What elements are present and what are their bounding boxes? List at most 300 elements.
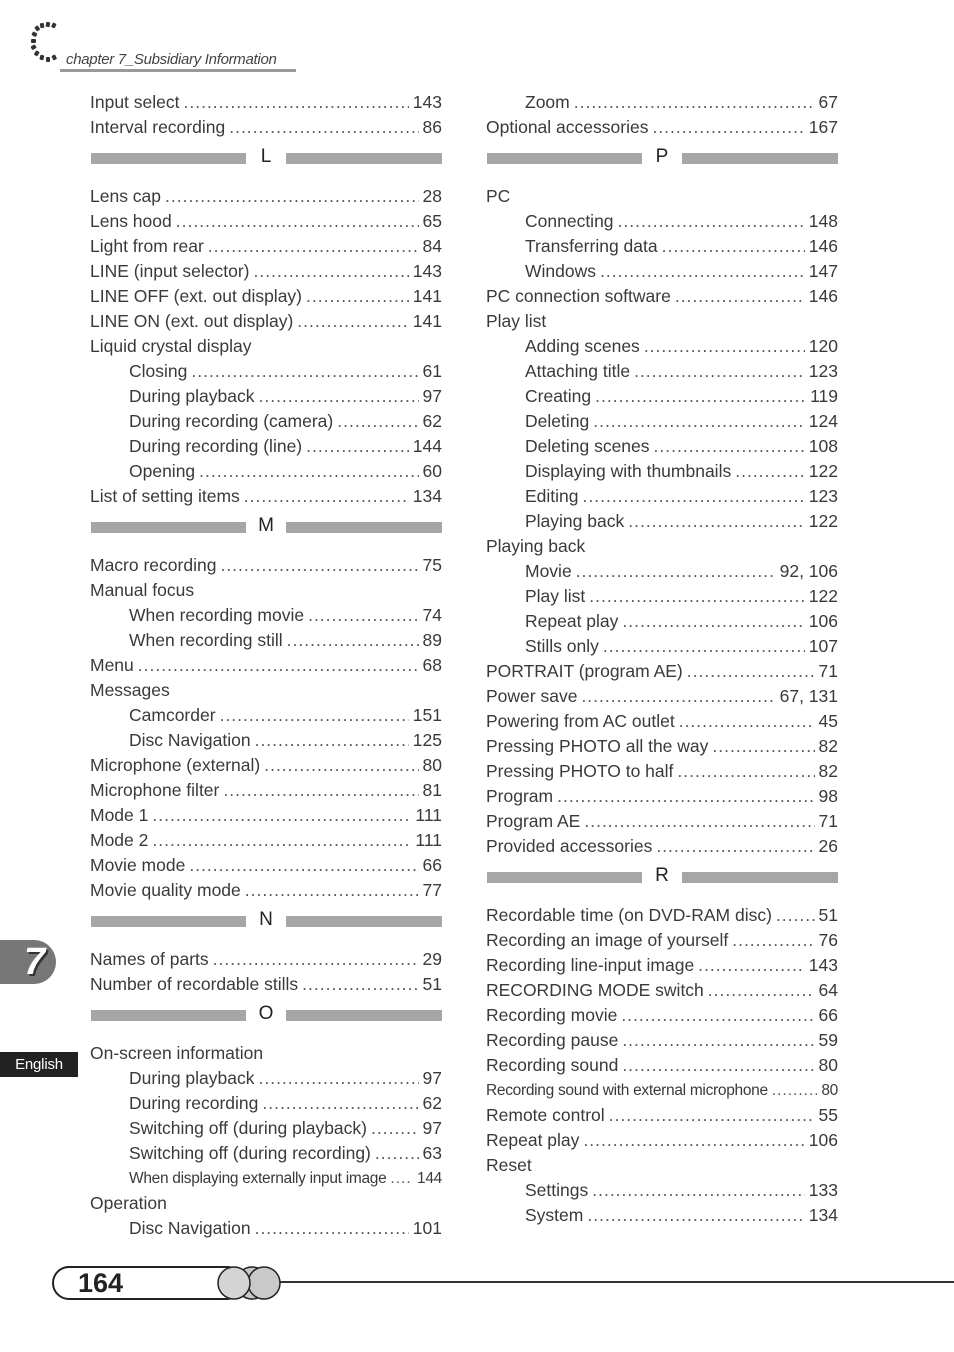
entry-page: 147 — [808, 261, 838, 281]
index-entry — [90, 553, 442, 578]
dot-leader — [634, 359, 805, 384]
index-entry — [486, 659, 838, 684]
dot-leader — [603, 634, 805, 659]
dot-leader — [262, 1091, 418, 1116]
dot-leader — [687, 659, 815, 684]
header-rule — [60, 69, 296, 72]
entry-label: Transferring data — [525, 236, 658, 256]
index-heading — [486, 309, 838, 334]
entry-page: 143 — [808, 955, 838, 975]
entry-label: Stills only — [525, 636, 599, 656]
entry-page: 122 — [808, 511, 838, 531]
index-entry — [486, 734, 838, 759]
entry-label: Mode 1 — [90, 805, 149, 825]
dot-leader — [390, 1166, 413, 1191]
section-letter: P — [655, 146, 669, 167]
entry-label: Deleting scenes — [525, 436, 650, 456]
dot-leader — [583, 1128, 804, 1153]
index-subentry — [90, 728, 442, 753]
section-divider — [90, 509, 442, 553]
index-heading — [486, 534, 838, 559]
index-subentry — [90, 628, 442, 653]
entry-label: Optional accessories — [486, 117, 649, 137]
entry-label: Recording sound with external microphone — [486, 1082, 768, 1099]
index-subentry — [486, 459, 838, 484]
index-subentry — [486, 209, 838, 234]
section-divider — [486, 140, 838, 184]
index-subentry — [90, 603, 442, 628]
index-entry — [486, 953, 838, 978]
entry-label: Interval recording — [90, 117, 226, 137]
dot-leader — [576, 559, 776, 584]
index-subentry — [90, 1091, 442, 1116]
dot-leader — [213, 947, 419, 972]
entry-page: 124 — [808, 411, 838, 431]
dot-leader — [138, 653, 419, 678]
dot-leader — [712, 734, 814, 759]
dot-leader — [621, 1003, 814, 1028]
entry-page: 81 — [422, 780, 442, 800]
index-subentry — [486, 634, 838, 659]
dot-leader — [244, 484, 409, 509]
entry-page: 26 — [818, 836, 838, 856]
index-subentry — [90, 1066, 442, 1091]
dot-leader — [223, 778, 418, 803]
dot-leader — [199, 459, 418, 484]
entry-label: LINE ON (ext. out display) — [90, 311, 294, 331]
entry-page: 141 — [412, 311, 442, 331]
entry-label: Microphone (external) — [90, 755, 261, 775]
entry-label: Movie quality mode — [90, 880, 241, 900]
entry-label: Operation — [90, 1193, 167, 1213]
dot-leader — [308, 603, 418, 628]
entry-page: 59 — [818, 1030, 838, 1050]
entry-page: 146 — [808, 286, 838, 306]
index-subentry — [90, 1141, 442, 1166]
dot-leader — [618, 209, 805, 234]
dot-leader — [698, 953, 805, 978]
entry-label: Settings — [525, 1180, 589, 1200]
index-subentry — [90, 359, 442, 384]
entry-label: Play list — [525, 586, 586, 606]
entry-label: RECORDING MODE switch — [486, 980, 704, 1000]
entry-label: Microphone filter — [90, 780, 220, 800]
entry-page: 134 — [808, 1205, 838, 1225]
dot-leader — [656, 834, 814, 859]
index-subentry — [90, 384, 442, 409]
entry-page: 76 — [818, 930, 838, 950]
index-subentry — [486, 384, 838, 409]
index-column-right — [486, 90, 838, 1228]
entry-label: Camcorder — [129, 705, 216, 725]
dot-leader — [557, 784, 814, 809]
dot-leader — [184, 90, 409, 115]
entry-label: List of setting items — [90, 486, 240, 506]
entry-label: Playing back — [486, 536, 586, 556]
entry-page: 119 — [810, 386, 838, 406]
chapter-tab — [0, 940, 56, 984]
index-subentry — [486, 359, 838, 384]
index-subentry — [90, 409, 442, 434]
entry-page: 97 — [422, 386, 442, 406]
entry-label: Recordable time (on DVD-RAM disc) — [486, 905, 772, 925]
entry-label: Disc Navigation — [129, 1218, 251, 1238]
entry-label: During recording — [129, 1093, 259, 1113]
entry-label: During recording (line) — [129, 436, 303, 456]
entry-label: Playing back — [525, 511, 625, 531]
entry-page: 97 — [422, 1118, 442, 1138]
entry-page: 144 — [417, 1170, 442, 1187]
dot-leader — [772, 1078, 818, 1103]
entry-label: Play list — [486, 311, 547, 331]
entry-page: 108 — [808, 436, 838, 456]
dot-leader — [302, 972, 418, 997]
index-entry — [486, 1053, 838, 1078]
dot-leader — [258, 384, 418, 409]
page-number: 164 — [78, 1268, 124, 1298]
index-subentry — [486, 409, 838, 434]
index-subentry — [90, 1166, 442, 1191]
index-entry — [486, 115, 838, 140]
dot-leader — [592, 1178, 805, 1203]
entry-page: 101 — [412, 1218, 442, 1238]
index-entry — [486, 1128, 838, 1153]
entry-label: Macro recording — [90, 555, 217, 575]
entry-page: 82 — [818, 761, 838, 781]
index-entry — [486, 709, 838, 734]
entry-label: Number of recordable stills — [90, 974, 299, 994]
entry-label: Recording an image of yourself — [486, 930, 729, 950]
dot-leader — [677, 759, 814, 784]
entry-label: Recording sound — [486, 1055, 619, 1075]
entry-label: Recording movie — [486, 1005, 618, 1025]
index-entry — [486, 809, 838, 834]
entry-label: Closing — [129, 361, 188, 381]
entry-label: PC — [486, 186, 511, 206]
entry-label: Reset — [486, 1155, 532, 1175]
entry-label: Recording pause — [486, 1030, 619, 1050]
entry-page: 143 — [412, 92, 442, 112]
entry-label: Repeat play — [525, 611, 619, 631]
dot-leader — [732, 928, 814, 953]
index-entry — [486, 978, 838, 1003]
footer-rule — [270, 1281, 954, 1283]
dot-leader — [654, 434, 805, 459]
entry-label: Pressing PHOTO all the way — [486, 736, 709, 756]
dot-leader — [245, 878, 419, 903]
index-entry — [486, 684, 838, 709]
dot-leader — [254, 259, 409, 284]
index-subentry — [486, 509, 838, 534]
index-entry — [486, 1003, 838, 1028]
entry-label: Switching off (during recording) — [129, 1143, 371, 1163]
dot-leader — [600, 259, 805, 284]
dot-leader — [337, 409, 418, 434]
entry-page: 45 — [818, 711, 838, 731]
entry-page: 125 — [412, 730, 442, 750]
entry-page: 71 — [818, 661, 838, 681]
section-letter: L — [260, 146, 272, 167]
entry-label: Lens hood — [90, 211, 172, 231]
entry-label: When displaying externally input image — [129, 1170, 387, 1187]
entry-label: On-screen information — [90, 1043, 264, 1063]
entry-page: 80 — [422, 755, 442, 775]
index-subentry — [486, 484, 838, 509]
language-label: English — [0, 1052, 78, 1077]
entry-label: Editing — [525, 486, 579, 506]
index-column-left — [90, 90, 442, 1241]
entry-page: 67, 131 — [779, 686, 838, 706]
index-subentry — [486, 259, 838, 284]
entry-label: Pressing PHOTO to half — [486, 761, 674, 781]
index-entry — [90, 484, 442, 509]
dot-leader — [589, 584, 805, 609]
dot-leader — [287, 628, 419, 653]
page-number-box — [52, 1266, 282, 1300]
index-subentry — [486, 90, 838, 115]
dot-leader — [255, 1216, 409, 1241]
dot-leader — [255, 728, 409, 753]
dot-leader — [735, 459, 805, 484]
dot-leader — [581, 684, 775, 709]
entry-label: Disc Navigation — [129, 730, 251, 750]
entry-page: 64 — [818, 980, 838, 1000]
entry-label: Remote control — [486, 1105, 605, 1125]
index-entry — [486, 1103, 838, 1128]
entry-label: PORTRAIT (program AE) — [486, 661, 683, 681]
index-entry — [90, 947, 442, 972]
index-heading — [90, 1191, 442, 1216]
dot-leader — [306, 284, 409, 309]
entry-page: 148 — [808, 211, 838, 231]
entry-label: Switching off (during playback) — [129, 1118, 367, 1138]
dot-leader — [587, 1203, 804, 1228]
dot-leader — [306, 434, 409, 459]
section-letter: R — [655, 865, 669, 886]
entry-page: 29 — [422, 949, 442, 969]
entry-page: 122 — [808, 461, 838, 481]
entry-label: Windows — [525, 261, 596, 281]
index-heading — [90, 578, 442, 603]
entry-label: Lens cap — [90, 186, 162, 206]
index-heading — [90, 334, 442, 359]
entry-page: 68 — [422, 655, 442, 675]
index-subentry — [486, 584, 838, 609]
entry-label: Movie mode — [90, 855, 186, 875]
entry-label: LINE (input selector) — [90, 261, 250, 281]
index-entry — [90, 753, 442, 778]
dot-leader — [220, 703, 409, 728]
dot-leader — [208, 234, 419, 259]
dot-leader — [152, 803, 411, 828]
index-heading — [486, 1153, 838, 1178]
entry-label: Light from rear — [90, 236, 204, 256]
entry-label: Connecting — [525, 211, 614, 231]
entry-label: When recording still — [129, 630, 283, 650]
index-entry — [90, 878, 442, 903]
dot-leader — [258, 1066, 418, 1091]
entry-label: Menu — [90, 655, 134, 675]
entry-page: 55 — [818, 1105, 838, 1125]
entry-page: 67 — [818, 92, 838, 112]
index-subentry — [486, 559, 838, 584]
entry-page: 80 — [821, 1082, 838, 1099]
dot-leader — [593, 409, 805, 434]
entry-label: Recording line-input image — [486, 955, 695, 975]
entry-label: Movie — [525, 561, 572, 581]
dot-leader — [622, 609, 804, 634]
entry-page: 63 — [422, 1143, 442, 1163]
dot-leader — [628, 509, 805, 534]
chapter-header — [30, 20, 300, 72]
entry-label: During playback — [129, 1068, 255, 1088]
section-divider — [486, 859, 838, 903]
entry-page: 111 — [415, 805, 442, 825]
entry-page: 77 — [422, 880, 442, 900]
entry-page: 28 — [422, 186, 442, 206]
chapter-title: chapter 7_Subsidiary Information — [66, 51, 277, 68]
entry-page: 74 — [422, 605, 442, 625]
entry-label: Displaying with thumbnails — [525, 461, 732, 481]
index-entry — [90, 209, 442, 234]
entry-page: 51 — [422, 974, 442, 994]
dot-leader — [584, 809, 814, 834]
index-heading — [90, 1041, 442, 1066]
index-subentry — [486, 609, 838, 634]
entry-label: Mode 2 — [90, 830, 149, 850]
dot-leader — [165, 184, 419, 209]
dot-leader — [662, 234, 805, 259]
index-entry — [486, 928, 838, 953]
index-entry — [90, 90, 442, 115]
entry-page: 82 — [818, 736, 838, 756]
entry-label: Repeat play — [486, 1130, 580, 1150]
dot-leader — [264, 753, 418, 778]
dot-leader — [176, 209, 419, 234]
index-subentry — [486, 434, 838, 459]
entry-page: 106 — [808, 611, 838, 631]
dot-leader — [191, 359, 418, 384]
entry-page: 122 — [808, 586, 838, 606]
dot-leader — [609, 1103, 815, 1128]
dot-leader — [708, 978, 815, 1003]
index-entry — [90, 259, 442, 284]
dot-leader — [622, 1028, 814, 1053]
index-subentry — [90, 703, 442, 728]
section-letter: N — [259, 909, 273, 930]
entry-page: 107 — [808, 636, 838, 656]
dot-leader — [297, 309, 409, 334]
entry-label: Program AE — [486, 811, 581, 831]
entry-label: Power save — [486, 686, 578, 706]
entry-label: LINE OFF (ext. out display) — [90, 286, 303, 306]
index-entry — [90, 284, 442, 309]
entry-page: 75 — [422, 555, 442, 575]
index-entry — [486, 759, 838, 784]
entry-page: 84 — [422, 236, 442, 256]
entry-label: Liquid crystal display — [90, 336, 252, 356]
entry-page: 92, 106 — [779, 561, 838, 581]
entry-label: Adding scenes — [525, 336, 640, 356]
index-entry — [90, 853, 442, 878]
entry-page: 143 — [412, 261, 442, 281]
entry-label: System — [525, 1205, 584, 1225]
entry-label: Messages — [90, 680, 170, 700]
index-heading — [486, 184, 838, 209]
entry-label: Attaching title — [525, 361, 631, 381]
entry-page: 141 — [412, 286, 442, 306]
entry-page: 62 — [422, 411, 442, 431]
entry-page: 66 — [818, 1005, 838, 1025]
index-subentry — [90, 434, 442, 459]
entry-page: 98 — [818, 786, 838, 806]
entry-label: Manual focus — [90, 580, 195, 600]
dot-leader — [776, 903, 815, 928]
entry-page: 120 — [808, 336, 838, 356]
entry-page: 66 — [422, 855, 442, 875]
entry-page: 89 — [422, 630, 442, 650]
entry-label: Powering from AC outlet — [486, 711, 675, 731]
dot-leader — [371, 1116, 419, 1141]
index-subentry — [90, 1116, 442, 1141]
dot-leader — [595, 384, 806, 409]
entry-page: 106 — [808, 1130, 838, 1150]
index-subentry — [90, 459, 442, 484]
entry-label: During playback — [129, 386, 255, 406]
dot-leader — [675, 284, 805, 309]
entry-label: Program — [486, 786, 554, 806]
index-entry — [486, 1078, 838, 1103]
entry-page: 60 — [422, 461, 442, 481]
dot-leader — [652, 115, 804, 140]
index-entry — [90, 184, 442, 209]
entry-page: 123 — [808, 361, 838, 381]
index-entry — [90, 115, 442, 140]
dot-leader — [375, 1141, 419, 1166]
index-subentry — [90, 1216, 442, 1241]
index-entry — [486, 834, 838, 859]
dot-leader — [220, 553, 418, 578]
entry-page: 167 — [808, 117, 838, 137]
entry-label: Opening — [129, 461, 196, 481]
section-letter: M — [258, 515, 274, 536]
entry-label: Zoom — [525, 92, 570, 112]
section-divider — [90, 903, 442, 947]
entry-page: 80 — [818, 1055, 838, 1075]
entry-page: 144 — [412, 436, 442, 456]
entry-page: 134 — [412, 486, 442, 506]
index-entry — [486, 784, 838, 809]
entry-page: 151 — [412, 705, 442, 725]
index-entry — [90, 972, 442, 997]
index-entry — [90, 803, 442, 828]
entry-page: 61 — [422, 361, 442, 381]
dot-leader — [679, 709, 815, 734]
index-entry — [90, 778, 442, 803]
index-entry — [90, 653, 442, 678]
entry-label: During recording (camera) — [129, 411, 334, 431]
chapter-tab-number: 7 — [24, 941, 46, 983]
index-subentry — [486, 334, 838, 359]
dot-leader — [644, 334, 805, 359]
dot-leader — [189, 853, 418, 878]
entry-label: Provided accessories — [486, 836, 653, 856]
section-divider — [90, 140, 442, 184]
entry-label: Deleting — [525, 411, 590, 431]
entry-label: Names of parts — [90, 949, 209, 969]
entry-page: 51 — [818, 905, 838, 925]
index-entry — [90, 234, 442, 259]
